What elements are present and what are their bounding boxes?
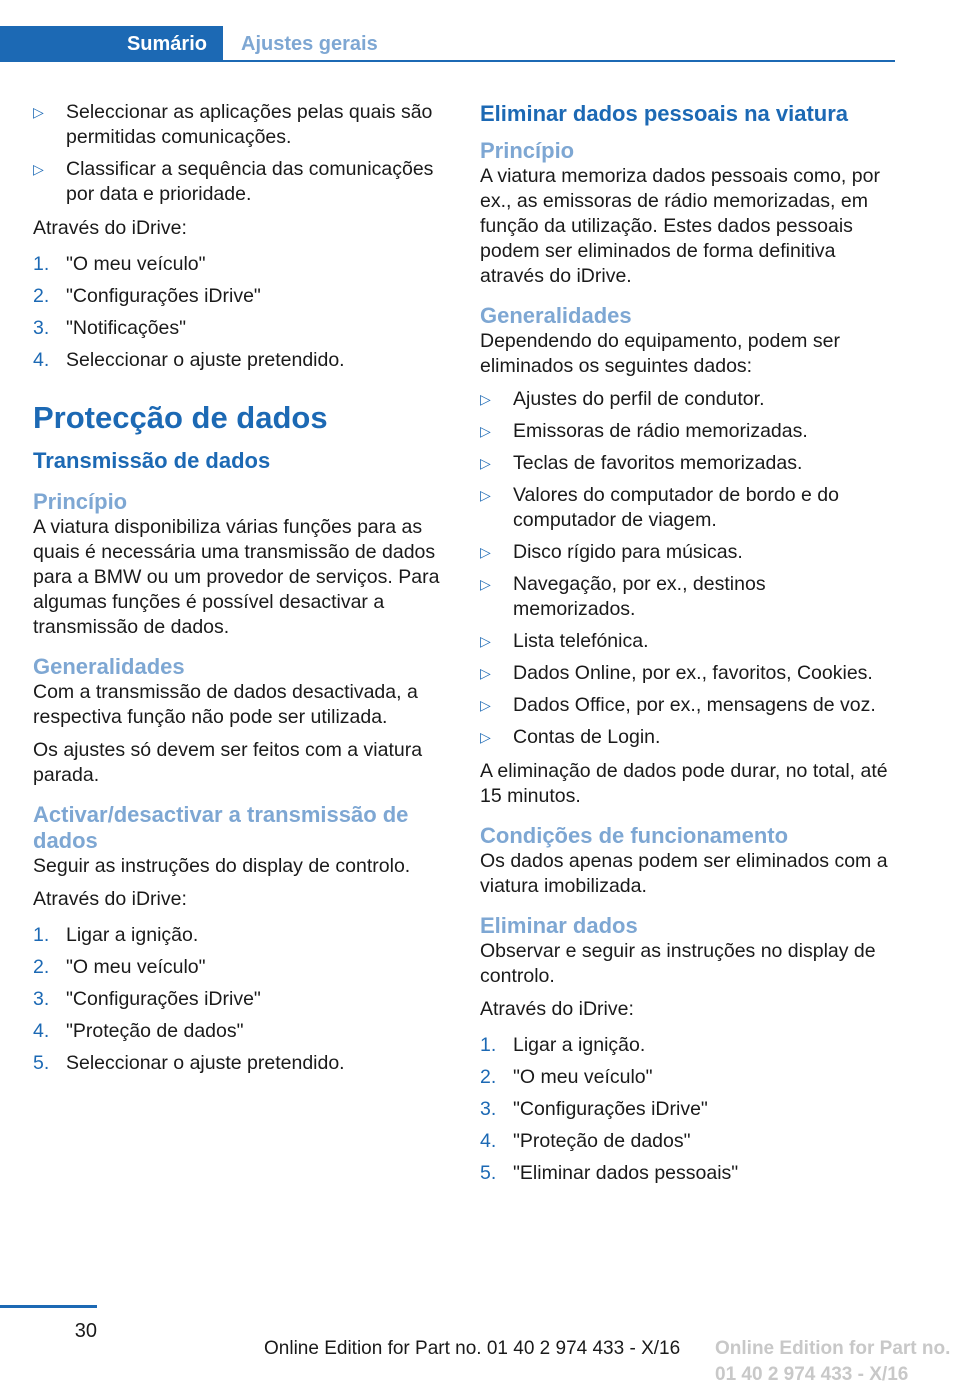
step-number: 5. <box>33 1052 50 1074</box>
paragraph-activate: Seguir as instruções do display de controlo. <box>33 855 411 877</box>
list-item-text: Teclas de favoritos memorizadas. <box>513 452 803 474</box>
heading-delete-data: Eliminar dados <box>480 913 638 938</box>
paragraph-general-2: Os ajustes só devem ser feitos com a viatura parada. <box>33 739 423 786</box>
watermark-logo: Online Edition for Part no. 01 40 2 974 433 - X/16 <box>715 1338 951 1385</box>
step-number: 4. <box>33 349 50 371</box>
paragraph-duration: A eliminação de dados pode durar, no total, até 15 minutos. <box>480 760 888 807</box>
bullet-triangle-icon: ▷ <box>33 161 44 177</box>
step-number: 2. <box>33 285 50 307</box>
list-item-text: Disco rígido para músicas. <box>513 541 743 563</box>
list-item <box>33 157 445 207</box>
tab-ajustes-gerais[interactable]: Ajustes gerais <box>241 33 378 55</box>
list-item-text: Emissoras de rádio memorizadas. <box>513 420 808 442</box>
list-item-text: Seleccionar o ajuste pretendido. <box>66 1052 345 1074</box>
section-title-data-protection: Protecção de dados <box>33 400 328 435</box>
bullet-triangle-icon: ▷ <box>480 544 491 560</box>
list-item <box>480 1129 892 1154</box>
list-item <box>480 661 892 686</box>
list-item-text: "Proteção de dados" <box>513 1130 691 1152</box>
steps-data-protection <box>33 923 445 1076</box>
list-item <box>480 629 892 654</box>
list-item <box>480 451 892 476</box>
right-column <box>480 100 892 1196</box>
steps-delete-data <box>480 1033 892 1186</box>
list-item <box>33 1051 445 1076</box>
list-item-text: Classificar a sequência das comunicações por data e prioridade. <box>66 158 434 205</box>
step-number: 3. <box>33 317 50 339</box>
list-item-text: Lista telefónica. <box>513 630 649 652</box>
page-number-rule <box>0 1305 97 1308</box>
paragraph-principle: A viatura memoriza dados pessoais como, por ex., as emissoras de rádio memorizadas, em função da utilização. Estes dados pessoais podem ser eliminados de forma definitiva através do iDrive. <box>480 165 880 287</box>
list-item <box>33 348 445 373</box>
list-item-text: "O meu veículo" <box>513 1066 653 1088</box>
list-item-text: "Configurações iDrive" <box>513 1098 708 1120</box>
header-bar <box>0 26 895 62</box>
list-item <box>33 955 445 980</box>
list-item <box>480 1065 892 1090</box>
list-item-text: Dados Office, por ex., mensagens de voz. <box>513 694 876 716</box>
list-item-text: "O meu veículo" <box>66 253 206 275</box>
list-item-text: "Configurações iDrive" <box>66 285 261 307</box>
list-item <box>33 100 445 150</box>
step-number: 1. <box>33 924 50 946</box>
via-idrive-label: Através do iDrive: <box>480 998 634 1020</box>
footer-edition: Online Edition for Part no. 01 40 2 974 433 - X/16 <box>264 1338 681 1359</box>
list-item <box>33 252 445 277</box>
paragraph-general-1: Com a transmissão de dados desactivada, a respectiva função não pode ser utilizada. <box>33 681 418 728</box>
step-number: 1. <box>480 1034 497 1056</box>
bullet-list-deletable-data <box>480 387 892 750</box>
list-item <box>33 923 445 948</box>
list-item-text: Seleccionar o ajuste pretendido. <box>66 349 345 371</box>
paragraph-general: Dependendo do equipamento, podem ser eliminados os seguintes dados: <box>480 330 840 377</box>
paragraph-conditions: Os dados apenas podem ser eliminados com a viatura imobilizada. <box>480 850 888 897</box>
list-item-text: "Proteção de dados" <box>66 1020 244 1042</box>
step-number: 4. <box>480 1130 497 1152</box>
list-item <box>480 1161 892 1186</box>
paragraph-principle: A viatura disponibiliza várias funções para as quais é necessária uma transmissão de dados para a BMW ou um provedor de serviços. Para algumas funções é possível desactivar a transmissão de dados. <box>33 516 440 638</box>
list-item <box>480 1097 892 1122</box>
list-item <box>480 725 892 750</box>
step-number: 1. <box>33 253 50 275</box>
heading-principle: Princípio <box>33 489 128 514</box>
bullet-triangle-icon: ▷ <box>480 729 491 745</box>
step-number: 3. <box>480 1098 497 1120</box>
list-item <box>480 1033 892 1058</box>
list-item-text: "Notificações" <box>66 317 187 339</box>
bullet-triangle-icon: ▷ <box>480 697 491 713</box>
list-item <box>33 1019 445 1044</box>
list-item-text: Ligar a ignição. <box>513 1034 646 1056</box>
list-item <box>480 572 892 622</box>
list-item-text: Navegação, por ex., destinos memorizados. <box>513 573 766 620</box>
bullet-triangle-icon: ▷ <box>33 104 44 120</box>
heading-activate-transmission: Activar/desactivar a transmissão de dados <box>33 802 409 853</box>
list-item-text: Contas de Login. <box>513 726 661 748</box>
step-number: 2. <box>33 956 50 978</box>
bullet-triangle-icon: ▷ <box>480 633 491 649</box>
list-item-text: "O meu veículo" <box>66 956 206 978</box>
step-number: 2. <box>480 1066 497 1088</box>
heading-general: Generalidades <box>480 303 632 328</box>
bullet-triangle-icon: ▷ <box>480 487 491 503</box>
bullet-triangle-icon: ▷ <box>480 423 491 439</box>
via-idrive-label: Através do iDrive: <box>33 888 187 910</box>
list-item-text: Valores do computador de bordo e do computador de viagem. <box>513 484 839 531</box>
list-item <box>480 693 892 718</box>
tab-sumario[interactable]: Sumário <box>0 26 223 62</box>
heading-operating-conditions: Condições de funcionamento <box>480 823 789 848</box>
bullet-triangle-icon: ▷ <box>480 455 491 471</box>
list-item <box>33 987 445 1012</box>
step-number: 5. <box>480 1162 497 1184</box>
heading-general: Generalidades <box>33 654 185 679</box>
subtitle-delete-personal-data: Eliminar dados pessoais na viatura <box>480 101 849 126</box>
left-column <box>33 100 445 1086</box>
list-item <box>480 419 892 444</box>
step-number: 3. <box>33 988 50 1010</box>
list-item <box>480 540 892 565</box>
via-idrive-label: Através do iDrive: <box>33 217 187 239</box>
bullet-triangle-icon: ▷ <box>480 665 491 681</box>
list-item-text: Ajustes do perfil de condutor. <box>513 388 765 410</box>
steps-notifications <box>33 252 445 373</box>
bullet-triangle-icon: ▷ <box>480 576 491 592</box>
list-item-text: Ligar a ignição. <box>66 924 199 946</box>
list-item <box>480 387 892 412</box>
list-item-text: Dados Online, por ex., favoritos, Cookies. <box>513 662 873 684</box>
step-number: 4. <box>33 1020 50 1042</box>
list-item-text: "Configurações iDrive" <box>66 988 261 1010</box>
subtitle-data-transmission: Transmissão de dados <box>33 448 271 473</box>
list-item <box>480 483 892 533</box>
heading-principle: Princípio <box>480 138 575 163</box>
list-item-text: Seleccionar as aplicações pelas quais são permitidas comunicações. <box>66 101 433 148</box>
page-number: 30 <box>74 1320 97 1342</box>
paragraph-delete: Observar e seguir as instruções no display de controlo. <box>480 940 876 987</box>
list-item <box>33 316 445 341</box>
bullet-triangle-icon: ▷ <box>480 391 491 407</box>
list-item-text: "Eliminar dados pessoais" <box>513 1162 739 1184</box>
list-item <box>33 284 445 309</box>
bullet-list-notifications <box>33 100 445 207</box>
header-rule <box>0 60 895 62</box>
